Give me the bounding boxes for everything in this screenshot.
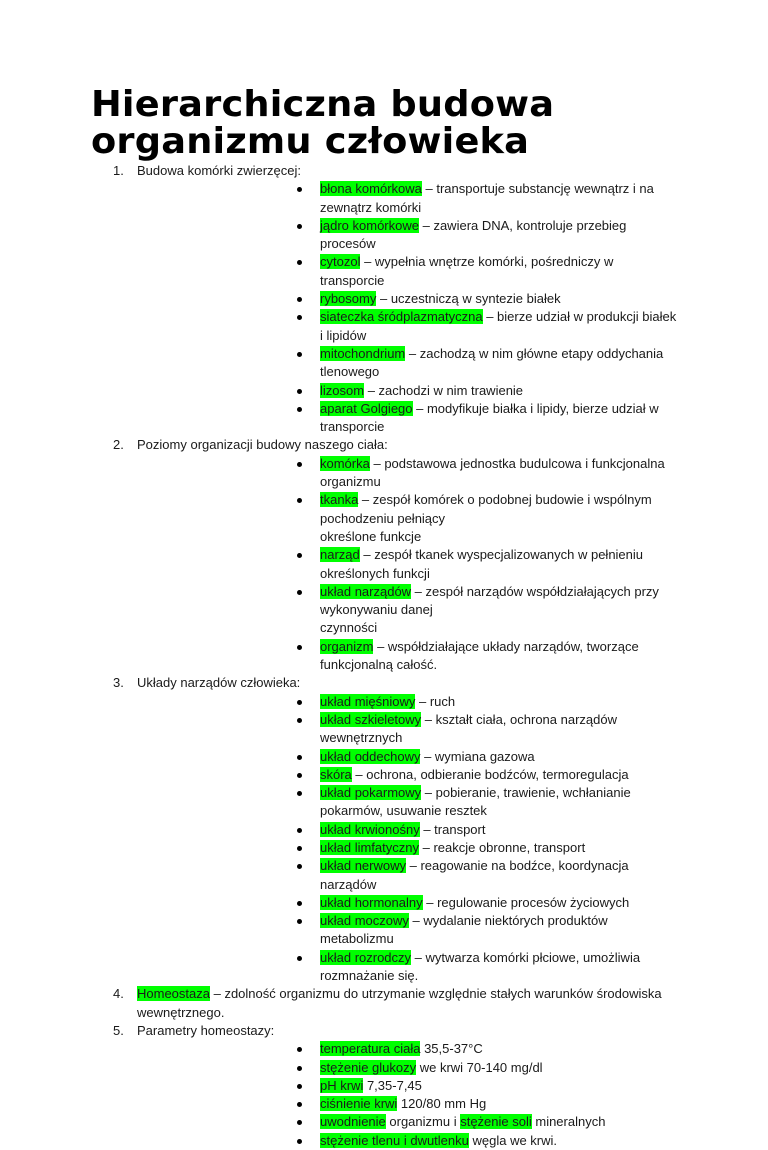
bullet-icon <box>297 498 302 503</box>
item-description: – zespół tkanek wyspecjalizowanych w pełnieniu określonych funkcji <box>320 547 644 581</box>
item-description: – zachodzi w nim trawienie <box>364 382 524 398</box>
highlighted-term: układ rozrodczy <box>320 949 412 965</box>
item-description: – wydalanie niektórych produktów metabolizmu <box>320 913 608 947</box>
list-item <box>137 821 768 839</box>
highlighted-term: Homeostaza <box>137 986 210 1002</box>
highlighted-term: skóra <box>320 766 352 782</box>
item-description: – regulowanie procesów życiowych <box>422 894 630 910</box>
list-item <box>137 583 768 638</box>
bullet-icon <box>297 956 302 961</box>
list-item <box>137 693 768 711</box>
list-item <box>137 894 768 912</box>
item-description: – zespół narządów współdziałających przy wykonywaniu danej <box>320 583 659 618</box>
bullet-icon <box>297 553 302 558</box>
highlighted-term: układ limfatyczny <box>320 839 419 855</box>
highlighted-term: organizm <box>320 638 374 654</box>
item-description: – podstawowa jednostka budulcowa i funkcjonalna organizmu <box>320 455 665 490</box>
item-description: – pobieranie, trawienie, wchłanianie pokarmów, usuwanie resztek <box>320 785 631 819</box>
item-description: – reagowanie na bodźce, koordynacja narządów <box>320 858 629 892</box>
highlighted-term: układ narządów <box>320 583 412 599</box>
highlighted-term: uwodnienie <box>320 1114 386 1130</box>
bullet-icon <box>297 187 302 192</box>
highlighted-term: temperatura ciała <box>320 1041 421 1057</box>
bullet-icon <box>297 755 302 760</box>
item-description: we krwi 70-140 mg/dl <box>416 1059 543 1075</box>
item-description: – modyfikuje białka i lipidy, bierze udział w transporcie <box>320 400 659 435</box>
document-content <box>0 162 768 1150</box>
item-description: mineralnych <box>531 1114 606 1130</box>
numbered-list <box>0 162 768 1150</box>
list-item <box>137 308 768 345</box>
highlighted-term: lizosom <box>320 382 365 398</box>
list-item <box>137 1113 768 1131</box>
list-item <box>137 382 768 400</box>
item-description: – zawiera DNA, kontroluje przebieg procesów <box>320 217 627 252</box>
list-item <box>137 491 768 546</box>
bullet-icon <box>297 1084 302 1089</box>
highlighted-term: pH krwi <box>320 1077 364 1093</box>
highlighted-term: układ moczowy <box>320 913 409 929</box>
list-item <box>137 839 768 857</box>
item-description: – uczestniczą w syntezie białek <box>376 291 561 307</box>
list-item <box>137 766 768 784</box>
highlighted-term: komórka <box>320 455 370 471</box>
bullet-icon <box>297 1120 302 1125</box>
list-item <box>137 1040 768 1058</box>
list-number: 3. <box>113 675 124 691</box>
list-item <box>137 546 768 583</box>
bullet-list <box>137 180 768 436</box>
bullet-icon <box>297 590 302 595</box>
bullet-icon <box>297 407 302 412</box>
item-description: – bierze udział w produkcji białek i lipidów <box>320 309 677 343</box>
highlighted-term: układ nerwowy <box>320 858 406 874</box>
highlighted-term: jądro komórkowe <box>320 217 419 233</box>
highlighted-term: cytozol <box>320 254 361 270</box>
bullet-list <box>137 693 768 986</box>
item-description: – kształt ciała, ochrona narządów wewnętrznych <box>320 711 617 746</box>
item-description: 35,5-37°C <box>420 1041 483 1057</box>
list-item <box>137 1077 768 1095</box>
highlighted-term: rybosomy <box>320 291 377 307</box>
highlighted-term: stężenie tlenu i dwutlenku <box>320 1132 469 1148</box>
list-item <box>137 253 768 290</box>
section-heading: Budowa komórki zwierzęcej: <box>137 163 302 178</box>
bullet-icon <box>297 773 302 778</box>
list-item <box>137 949 768 986</box>
highlighted-term: aparat Golgiego <box>320 400 413 416</box>
item-description: – wypełnia wnętrze komórki, pośredniczy w transporcie <box>320 254 614 288</box>
highlighted-term: układ mięśniowy <box>320 693 416 709</box>
item-description: – transportuje substancję wewnątrz i na zewnątrz komórki <box>320 181 654 215</box>
list-item <box>137 217 768 254</box>
bullet-icon <box>297 260 302 265</box>
list-item <box>137 1059 768 1077</box>
section-heading: Poziomy organizacji budowy naszego ciała: <box>137 437 388 453</box>
bullet-icon <box>297 718 302 723</box>
highlighted-term: stężenie glukozy <box>320 1059 417 1075</box>
bullet-icon <box>297 828 302 833</box>
bullet-icon <box>297 791 302 796</box>
list-item <box>137 748 768 766</box>
bullet-icon <box>297 462 302 467</box>
bullet-list <box>137 455 768 675</box>
list-item <box>137 711 768 748</box>
list-item <box>137 1095 768 1113</box>
bullet-icon <box>297 297 302 302</box>
list-item <box>137 455 768 492</box>
list-number: 1. <box>113 163 124 178</box>
highlighted-term: układ krwionośny <box>320 821 420 837</box>
highlighted-term: stężenie soli <box>460 1114 532 1130</box>
list-item <box>137 857 768 894</box>
item-description-continued: określone funkcje <box>320 528 422 544</box>
highlighted-term: układ hormonalny <box>320 894 423 910</box>
bullet-icon <box>297 224 302 229</box>
bullet-icon <box>297 864 302 869</box>
bullet-icon <box>297 1047 302 1052</box>
list-item <box>137 1132 768 1150</box>
section-organization-levels <box>0 436 768 674</box>
section-organ-systems <box>0 674 768 985</box>
list-item <box>137 638 768 675</box>
bullet-icon <box>297 645 302 650</box>
bullet-icon <box>297 352 302 357</box>
item-description: 120/80 mm Hg <box>397 1096 487 1112</box>
item-description: – ochrona, odbieranie bodźców, termoregulacja <box>351 766 629 782</box>
list-item <box>137 180 768 217</box>
item-description: – współdziałające układy narządów, tworzące funkcjonalną całość. <box>320 638 639 673</box>
item-description: – transport <box>419 821 486 837</box>
highlighted-term: układ oddechowy <box>320 748 421 764</box>
section-heading: Parametry homeostazy: <box>137 1022 275 1038</box>
bullet-icon <box>297 1139 302 1144</box>
highlighted-term: błona komórkowa <box>320 181 422 197</box>
bullet-icon <box>297 389 302 394</box>
item-description: węgla we krwi. <box>468 1132 558 1148</box>
item-description: organizmu i <box>385 1114 461 1130</box>
list-item <box>137 400 768 437</box>
item-description: – ruch <box>415 693 456 709</box>
highlighted-term: tkanka <box>320 492 359 508</box>
item-description-continued: czynności <box>320 620 378 636</box>
section-heading: – zdolność organizmu do utrzymanie względnie stałych warunków środowiska <box>209 986 662 1002</box>
section-homeostasis-parameters <box>0 1022 768 1150</box>
bullet-icon <box>297 919 302 924</box>
bullet-list <box>137 1040 768 1150</box>
highlighted-term: narząd <box>320 547 360 563</box>
bullet-icon <box>297 901 302 906</box>
list-number: 4. <box>113 986 124 1002</box>
highlighted-term: ciśnienie krwi <box>320 1096 398 1112</box>
item-description: – zachodzą w nim główne etapy oddychania tlenowego <box>320 345 664 380</box>
list-number: 2. <box>113 437 124 453</box>
item-description: – zespół komórek o podobnej budowie i wspólnym pochodzeniu pełniący <box>320 492 652 526</box>
item-description: – wytwarza komórki płciowe, umożliwia rozmnażanie się. <box>320 949 641 984</box>
bullet-icon <box>297 1066 302 1071</box>
section-homeostasis <box>0 985 768 1022</box>
highlighted-term: siateczka śródplazmatyczna <box>320 309 483 325</box>
list-item <box>137 290 768 308</box>
title-line-2: organizmu człowieka <box>91 121 530 162</box>
list-item <box>137 912 768 949</box>
highlighted-term: mitochondrium <box>320 345 406 361</box>
section-heading-continued: wewnętrznego. <box>137 1004 225 1020</box>
item-description: 7,35-7,45 <box>363 1077 422 1093</box>
highlighted-term: układ pokarmowy <box>320 785 422 801</box>
section-cell-structure <box>0 162 768 436</box>
bullet-icon <box>297 846 302 851</box>
page-title <box>91 86 768 160</box>
list-number: 5. <box>113 1022 124 1038</box>
list-item <box>137 784 768 821</box>
bullet-icon <box>297 1102 302 1107</box>
bullet-icon <box>297 315 302 320</box>
section-heading: Układy narządów człowieka: <box>137 675 301 691</box>
item-description: – wymiana gazowa <box>420 748 535 764</box>
title-line-1: Hierarchiczna budowa <box>91 84 555 125</box>
bullet-icon <box>297 700 302 705</box>
list-item <box>137 345 768 382</box>
item-description: – reakcje obronne, transport <box>418 839 586 855</box>
highlighted-term: układ szkieletowy <box>320 711 422 727</box>
